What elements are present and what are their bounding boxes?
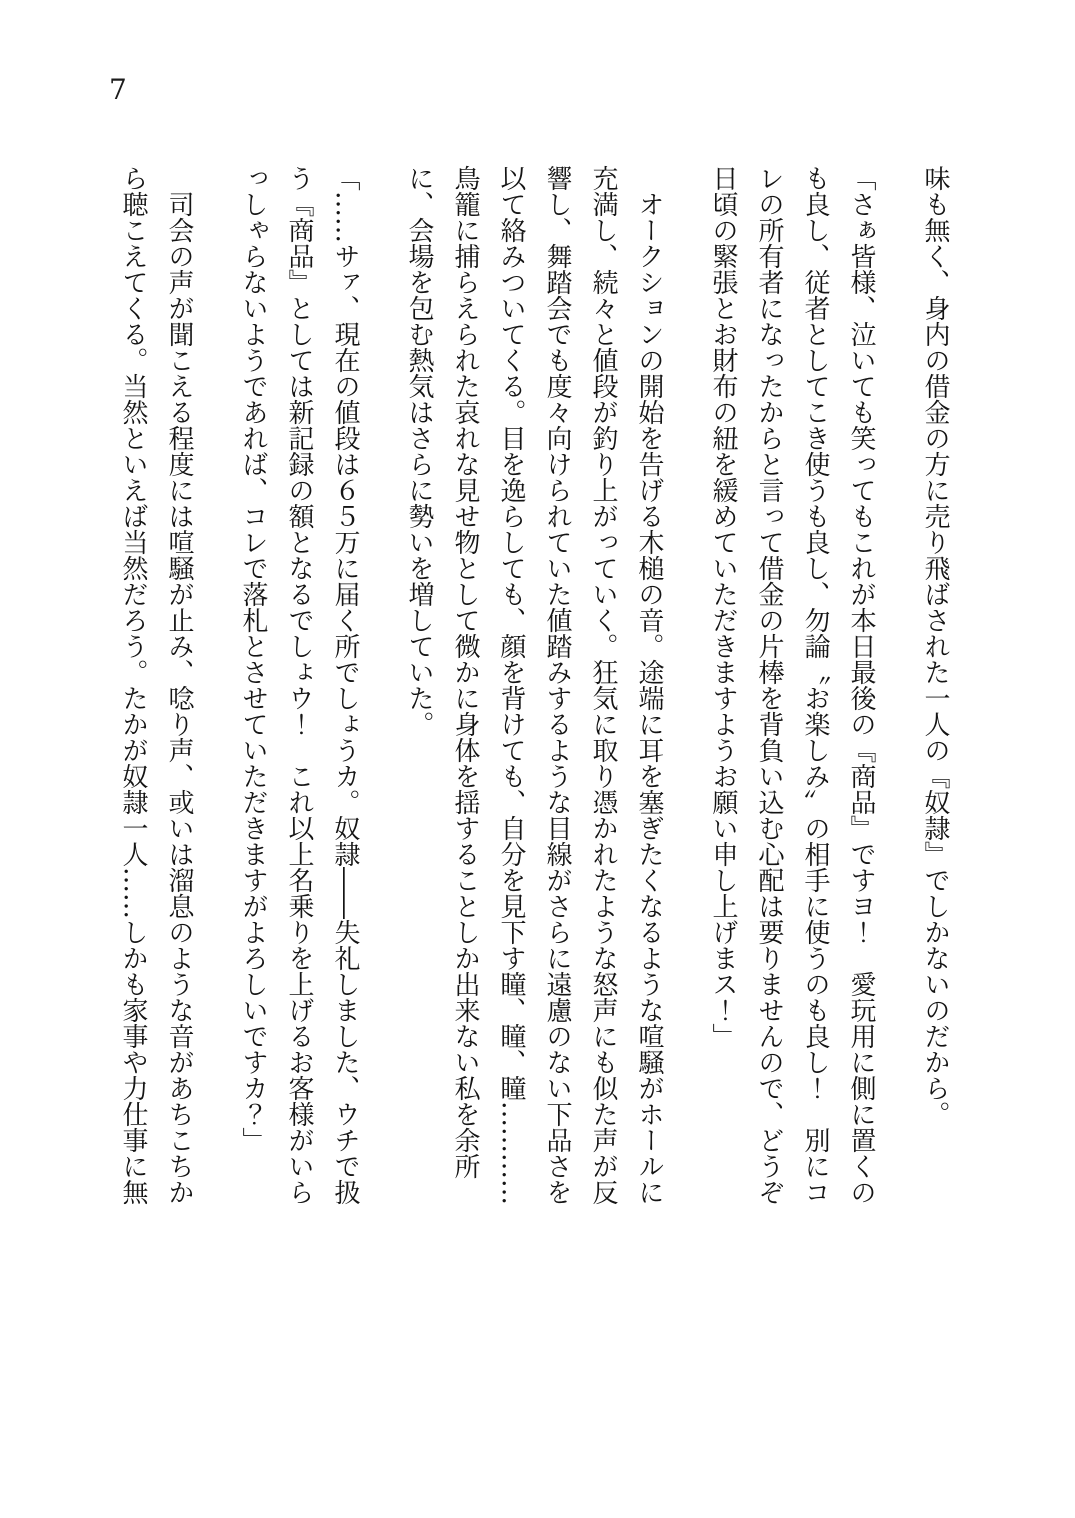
page-number: 7: [109, 73, 127, 106]
body-text: [110, 165, 958, 1215]
paragraph: 司会の声が聞こえる程度には喧騒が止み、唸り声、或いは溜息のような音があちこちから聴こえてくる。当然といえば当然だろう。たかが奴隷一人……しかも家事や力仕事に無: [118, 165, 194, 1205]
paragraph: オークションの開始を告げる木槌の音。途端に耳を塞ぎたくなるような喧騒がホールに充満し、続々と値段が釣り上がっていく。狂気に取り憑かれたような怒声にも似た声が反響し、舞踏会でも度々向けられていた値踏みするような目線がさらに遠慮のない下品さを以て絡みついてくる。目を逸らしても、顔を背けても、自分を見下す瞳、瞳、瞳…………鳥籠に捕らえられた哀れな見せ物として微かに身体を揺することしか出来ない私を余所に、会場を包む熱気はさらに勢いを増していた。: [404, 165, 664, 1205]
paragraph: 「さぁ皆様、泣いても笑ってもこれが本日最後の『商品』ですヨ！ 愛玩用に側に置くのも良し、従者としてこき使うも良し、勿論〝お楽しみ〟の相手に使うのも良し！ 別にコレの所有者になったからと言って借金の片棒を背負い込む心配は要りませんので、どうぞ日頃の緊張とお財布の紐を緩めていただきますようお願い申し上げまス！」: [708, 165, 876, 1205]
paragraph: 味も無く、身内の借金の方に売り飛ばされた一人の『奴隷』でしかないのだから。: [920, 165, 950, 1127]
paragraph: 「……サァ、現在の値段は６５万に届く所でしょうカ。奴隷――失礼しました、ウチで扱う『商品』としては新記録の額となるでしょウ！ これ以上名乗りを上げるお客様がいらっしゃらないようであれば、コレで落札とさせていただきますがよろしいですカ？」: [238, 165, 360, 1205]
